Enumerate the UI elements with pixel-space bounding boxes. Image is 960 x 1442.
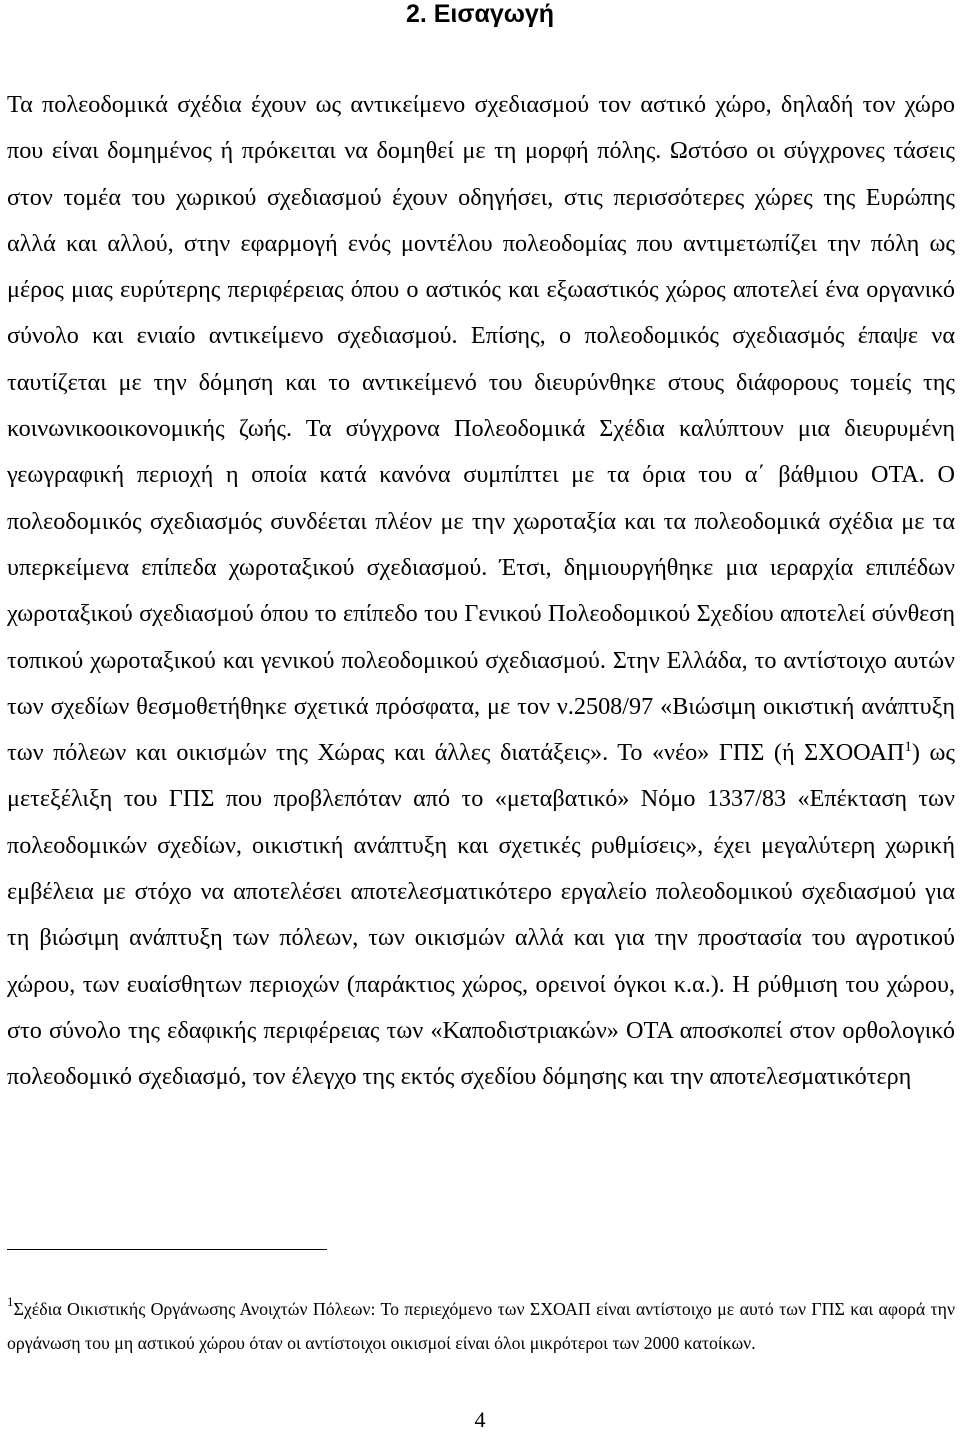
section-heading: 2. Εισαγωγή [405, 0, 555, 28]
body-paragraph [7, 82, 955, 1101]
footnote-reference[interactable]: 1 [904, 739, 912, 756]
footnote-text: Σχέδια Οικιστικής Οργάνωσης Ανοιχτών Πόλεων: Το περιεχόμενο των ΣΧΟΑΠ είναι αντίστοιχο με αυτό των ΓΠΣ και αφορά την οργάνωση του μη αστικού χώρου όταν οι αντίστοιχοι οικισμοί είναι όλοι μικρότεροι των 2000 κατοίκων. [7, 1299, 955, 1353]
footnote [7, 1292, 955, 1360]
body-text-part-1: Τα πολεοδομικά σχέδια έχουν ως αντικείμενο σχεδιασμού τον αστικό χώρο, δηλαδή τον χώρο που είναι δομημένος ή πρόκειται να δομηθεί με τη μορφή πόλης. Ωστόσο οι σύγχρονες τάσεις στον τομέα του χωρικού σχεδιασμού έχουν οδηγήσει, στις περισσότερες χώρες της Ευρώπης αλλά και αλλού, στην εφαρμογή ενός μοντέλου πολεοδομίας που αντιμετωπίζει την πόλη ως μέρος μιας ευρύτερης περιφέρειας όπου ο αστικός και εξωαστικός χώρος αποτελεί ένα οργανικό σύνολο και ενιαίο αντικείμενο σχεδιασμού. Επίσης, ο πολεοδομικός σχεδιασμός έπαψε να ταυτίζεται με την δόμηση και το αντικείμενό του διευρύνθηκε στους διάφορους τομείς της κοινωνικοοικονομικής ζωής. Τα σύγχρονα Πολεοδομικά Σχέδια καλύπτουν μια διευρυμένη γεωγραφική περιοχή η οποία κατά κανόνα συμπίπτει με τα όρια του α΄ βάθμιου ΟΤΑ. Ο πολεοδομικός σχεδιασμός συνδέεται πλέον με την χωροταξία και τα πολεοδομικά σχέδια με τα υπερκείμενα επίπεδα χωροταξικού σχεδιασμού. Έτσι, δημιουργήθηκε μια ιεραρχία επιπέδων χωροταξικού σχεδιασμού όπου το επίπεδο του Γενικού Πολεοδομικού Σχεδίου αποτελεί σύνθεση τοπικού χωροταξικού και γενικού πολεοδομικού σχεδιασμού. Στην Ελλάδα, το αντίστοιχο αυτών των σχεδίων θεσμοθετήθηκε σχετικά πρόσφατα, με τον ν.2508/97 «Βιώσιμη οικιστική ανάπτυξη των πόλεων και οικισμών της Χώρας και άλλες διατάξεις». Το «νέο» ΓΠΣ (ή ΣΧΟΟΑΠ [7, 91, 955, 767]
body-text-part-2: ) ως μετεξέλιξη του ΓΠΣ που προβλεπόταν από το «μεταβατικό» Νόμο 1337/83 «Επέκταση των πολεοδομικών σχεδίων, οικιστική ανάπτυξη και σχετικές ρυθμίσεις», έχει μεγαλύτερη χωρική εμβέλεια με στόχο να αποτελέσει αποτελεσματικότερο εργαλείο πολεοδομικού σχεδιασμού για τη βιώσιμη ανάπτυξη των πόλεων, των οικισμών αλλά και για την προστασία του αγροτικού χώρου, των ευαίσθητων περιοχών (παράκτιος χώρος, ορεινοί όγκοι κ.α.). Η ρύθμιση του χώρου, στο σύνολο της εδαφικής περιφέρειας των «Καποδιστριακών» ΟΤΑ αποσκοπεί στον ορθολογικό πολεοδομικό σχεδιασμό, τον έλεγχο της εκτός σχεδίου δόμησης και την αποτελεσματικότερη [7, 739, 955, 1091]
footnote-marker: 1 [7, 1294, 14, 1309]
footnote-separator [7, 1249, 327, 1250]
page-number: 4 [474, 1407, 486, 1432]
